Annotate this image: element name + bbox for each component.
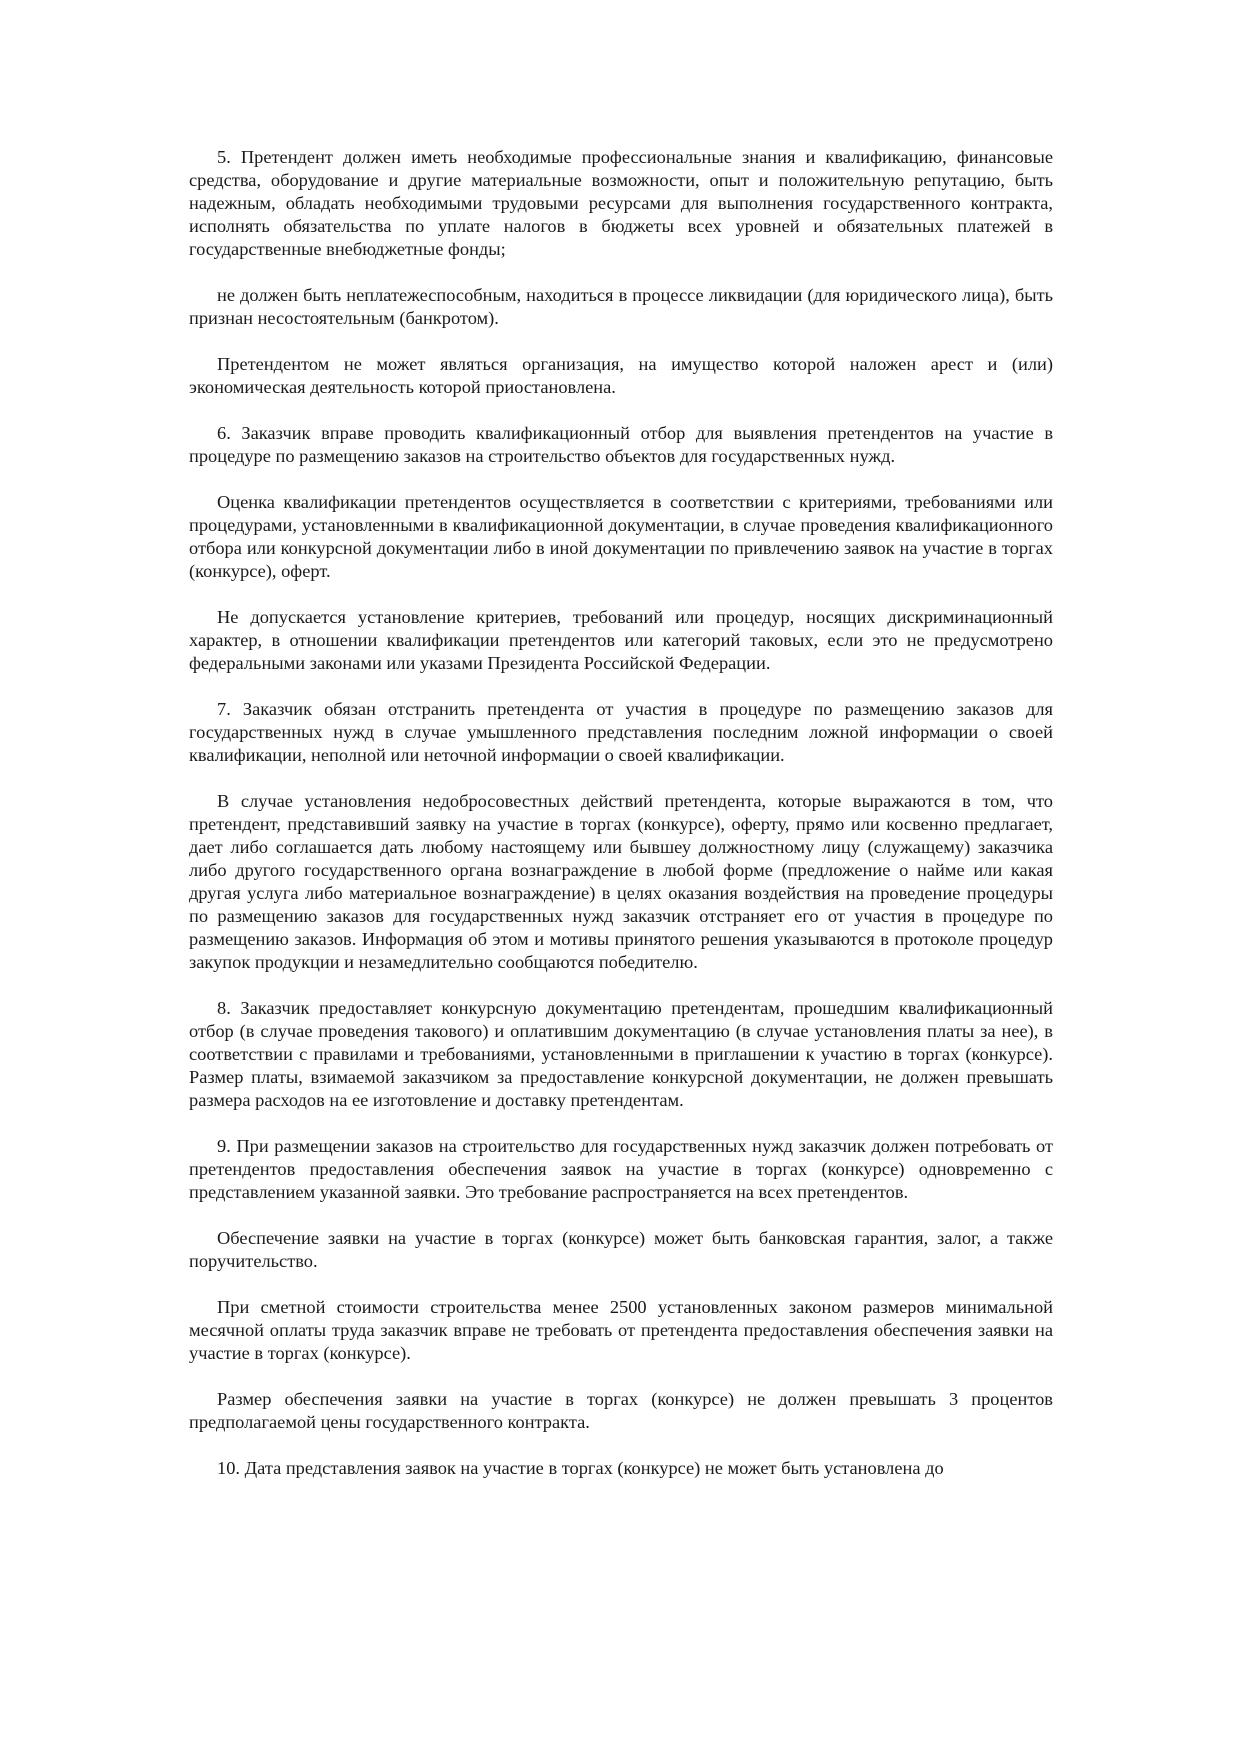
paragraph-arrest: Претендентом не может являться организация, на имущество которой наложен арест и (или) экономическая деятельность которой приостановлена. xyxy=(189,354,1053,397)
paragraph-qualification-assessment: Оценка квалификации претендентов осуществляется в соответствии с критериями, требованиями или процедурами, установленными в квалификационной документации, в случае проведения квалификационного отбора или конкурсной документации либо в иной документации по привлечению заявок на участие в торгах (конкурсе), оферт. xyxy=(189,492,1053,581)
paragraph-guarantee: Обеспечение заявки на участие в торгах (конкурсе) может быть банковская гарантия, залог, а также поручительство. xyxy=(189,1228,1053,1271)
document-page xyxy=(189,146,1053,1480)
paragraph-estimated-cost: При сметной стоимости строительства менее 2500 установленных законом размеров минимальной месячной оплаты труда заказчик вправе не требовать от претендента предоставления обеспечения заявки на участие в торгах (конкурсе). xyxy=(189,1297,1053,1363)
paragraph-6: 6. Заказчик вправе проводить квалификационный отбор для выявления претендентов на участие в процедуре по размещению заказов на строительство объектов для государственных нужд. xyxy=(189,423,1053,466)
paragraph-discrimination: Не допускается установление критериев, требований или процедур, носящих дискриминационный характер, в отношении квалификации претендентов или категорий таковых, если это не предусмотрено федеральными законами или указами Президента Российской Федерации. xyxy=(189,607,1053,673)
paragraph-5: 5. Претендент должен иметь необходимые профессиональные знания и квалификацию, финансовые средства, оборудование и другие материальные возможности, опыт и положительную репутацию, быть надежным, обладать необходимыми трудовыми ресурсами для выполнения государственного контракта, исполнять обязательства по уплате налогов в бюджеты всех уровней и обязательных платежей в государственные внебюджетные фонды; xyxy=(189,147,1053,259)
paragraph-9: 9. При размещении заказов на строительство для государственных нужд заказчик должен потребовать от претендентов предоставления обеспечения заявок на участие в торгах (конкурсе) одновременно с представлением указанной заявки. Это требование распространяется на всех претендентов. xyxy=(189,1136,1053,1202)
paragraph-insolvency: не должен быть неплатежеспособным, находиться в процессе ликвидации (для юридического лица), быть признан несостоятельным (банкротом). xyxy=(189,285,1053,328)
paragraph-dishonest-actions: В случае установления недобросовестных действий претендента, которые выражаются в том, что претендент, представивший заявку на участие в торгах (конкурсе), оферту, прямо или косвенно предлагает, дает либо соглашается дать любому настоящему или бывшеу должностному лицу (служащему) заказчика либо другого государственного органа вознаграждение в любой форме (предложение о найме или какая другая услуга либо материальное вознаграждение) в целях оказания воздействия на проведение процедуры по размещению заказов для государственных нужд заказчик отстраняет его от участия в процедуре по размещению заказов. Информация об этом и мотивы принятого решения указываются в протоколе процедур закупок продукции и незамедлительно сообщаются победителю. xyxy=(189,791,1053,972)
paragraph-security-amount: Размер обеспечения заявки на участие в торгах (конкурсе) не должен превышать 3 процентов предполагаемой цены государственного контракта. xyxy=(189,1389,1053,1432)
paragraph-10: 10. Дата представления заявок на участие в торгах (конкурсе) не может быть установлена до xyxy=(217,1458,944,1478)
paragraph-7: 7. Заказчик обязан отстранить претендента от участия в процедуре по размещению заказов для государственных нужд в случае умышленного представления последним ложной информации о своей квалификации, неполной или неточной информации о своей квалификации. xyxy=(189,699,1053,765)
paragraph-8: 8. Заказчик предоставляет конкурсную документацию претендентам, прошедшим квалификационный отбор (в случае проведения такового) и оплатившим документацию (в случае установления платы за нее), в соответствии с правилами и требованиями, установленными в приглашении к участию в торгах (конкурсе). Размер платы, взимаемой заказчиком за предоставление конкурсной документации, не должен превышать размера расходов на ее изготовление и доставку претендентам. xyxy=(189,998,1053,1110)
